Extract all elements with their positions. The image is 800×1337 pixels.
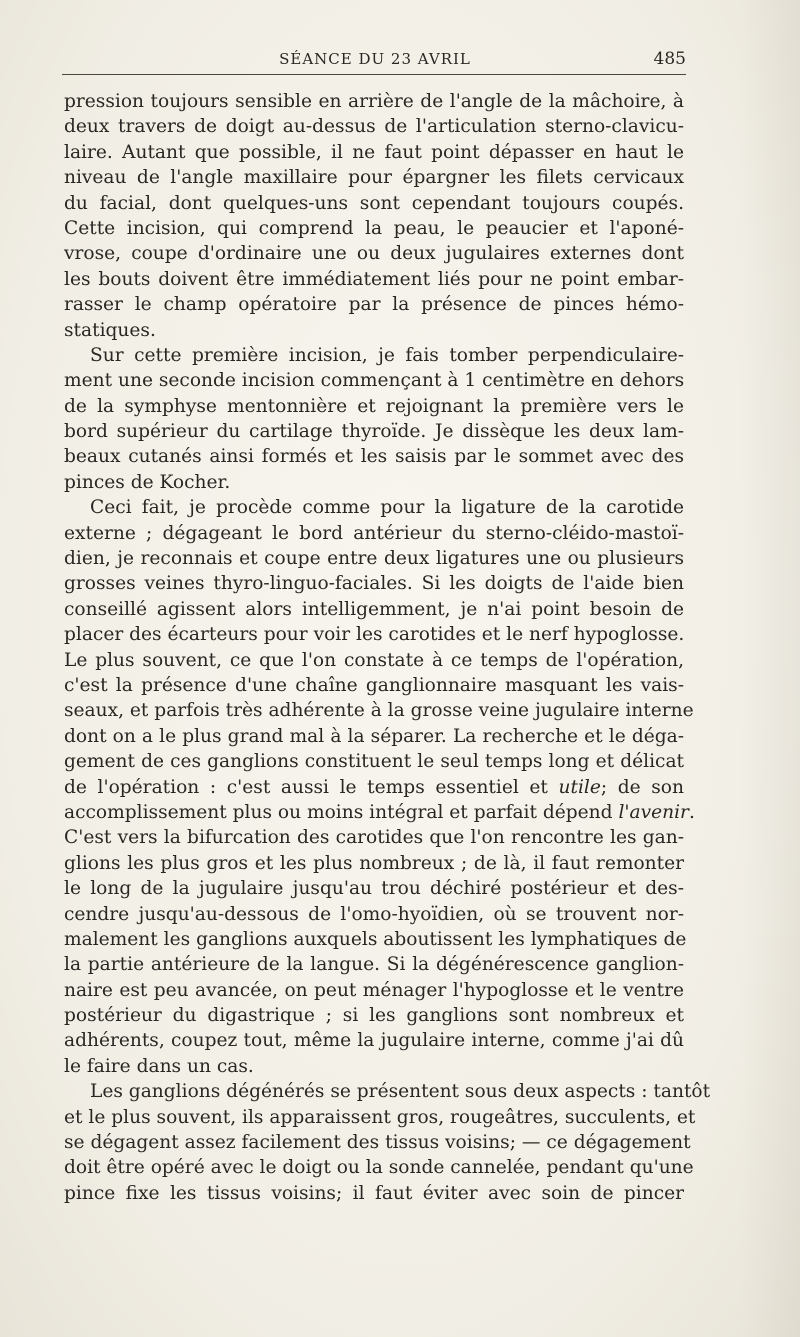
text-line: doit être opéré avec le doigt ou la sonde cannelée, pendant qu'une xyxy=(64,1157,694,1179)
text-line: glions les plus gros et les plus nombreux ; de là, il faut remonter xyxy=(64,852,684,874)
text-line: beaux cutanés ainsi formés et les saisis par le sommet avec des xyxy=(64,446,684,468)
paragraph-first-line: Sur cette première incision, je fais tomber perpendiculaire- xyxy=(90,344,684,366)
text-line: pinces de Kocher. xyxy=(64,471,231,493)
text-line: placer des écarteurs pour voir les carotides et le nerf hypoglosse. xyxy=(64,624,685,646)
text-line: malement les ganglions auxquels aboutissent les lymphatiques de xyxy=(64,928,687,950)
paragraph-first-line: Les ganglions dégénérés se présentent sous deux aspects : tantôt xyxy=(90,1081,711,1103)
text-line: se dégagent assez facilement des tissus voisins; — ce dégagement xyxy=(64,1132,691,1154)
text-line: dont on a le plus grand mal à la séparer. La recherche et le déga- xyxy=(64,725,684,747)
page-number: 485 xyxy=(653,49,686,69)
text-line: seaux, et parfois très adhérente à la grosse veine jugulaire interne xyxy=(64,700,694,722)
text-line: deux travers de doigt au-dessus de l'articulation sterno-clavicu- xyxy=(64,116,684,138)
text-line: les bouts doivent être immédiatement liés pour ne point embar- xyxy=(64,268,684,290)
text-line: vrose, coupe d'ordinaire une ou deux jugulaires externes dont xyxy=(64,243,684,265)
text-line: c'est la présence d'une chaîne ganglionnaire masquant les vais- xyxy=(64,674,684,696)
paragraph-first-line: Ceci fait, je procède comme pour la ligature de la carotide xyxy=(90,497,684,519)
text-line-with-italic xyxy=(64,775,684,800)
text-line: cendre jusqu'au-dessous de l'omo-hyoïdien, où se trouvent nor- xyxy=(64,903,684,925)
text-run: . xyxy=(688,801,695,823)
text-run: accomplissement plus ou moins intégral et parfait dépend xyxy=(64,801,619,823)
text-run: ; de son xyxy=(600,776,684,798)
text-line: rasser le champ opératoire par la présence de pinces hémo- xyxy=(64,294,684,316)
text-line: Cette incision, qui comprend la peau, le peaucier et l'aponé- xyxy=(64,217,684,239)
text-line: pression toujours sensible en arrière de l'angle de la mâchoire, à xyxy=(64,91,684,112)
text-line: grosses veines thyro-linguo-faciales. Si les doigts de l'aide bien xyxy=(64,573,684,595)
running-head: SÉANCE DU 23 AVRIL xyxy=(279,50,471,68)
text-line: dien, je reconnais et coupe entre deux ligatures une ou plusieurs xyxy=(64,548,684,570)
italic-word: utile xyxy=(558,776,601,798)
text-line: et le plus souvent, ils apparaissent gros, rougeâtres, succulents, et xyxy=(64,1106,696,1128)
text-line: externe ; dégageant le bord antérieur du sterno-cléido-mastoï- xyxy=(64,522,684,544)
page-header xyxy=(64,48,686,70)
body-text xyxy=(64,89,711,1206)
text-line: Le plus souvent, ce que l'on constate à ce temps de l'opération, xyxy=(64,649,684,671)
text-line: laire. Autant que possible, il ne faut point dépasser en haut le xyxy=(64,141,684,163)
text-line: du facial, dont quelques-uns sont cependant toujours coupés. xyxy=(64,192,684,214)
text-line: bord supérieur du cartilage thyroïde. Je dissèque les deux lam- xyxy=(64,421,684,443)
text-line-with-italic xyxy=(64,800,695,825)
text-line: C'est vers la bifurcation des carotides que l'on rencontre les gan- xyxy=(64,827,684,849)
page-edge-shading xyxy=(740,0,800,1337)
text-line: gement de ces ganglions constituent le seul temps long et délicat xyxy=(64,751,684,773)
text-line: le faire dans un cas. xyxy=(64,1055,254,1077)
text-line: ment une seconde incision commençant à 1 centimètre en dehors xyxy=(64,370,685,392)
text-line: adhérents, coupez tout, même la jugulaire interne, comme j'ai dû xyxy=(64,1030,684,1052)
text-line: postérieur du digastrique ; si les ganglions sont nombreux et xyxy=(64,1005,684,1027)
text-line: la partie antérieure de la langue. Si la dégénérescence ganglion- xyxy=(64,954,684,976)
header-rule xyxy=(62,74,686,75)
italic-word: l'avenir xyxy=(618,801,689,823)
text-line: le long de la jugulaire jusqu'au trou déchiré postérieur et des- xyxy=(64,878,684,900)
text-line: de la symphyse mentonnière et rejoignant la première vers le xyxy=(64,395,684,417)
text-line: niveau de l'angle maxillaire pour épargner les filets cervicaux xyxy=(64,167,684,189)
text-line: statiques. xyxy=(64,319,156,341)
text-line: conseillé agissent alors intelligemment, je n'ai point besoin de xyxy=(64,598,684,620)
text-run: de l'opération : c'est aussi le temps essentiel et xyxy=(64,776,559,798)
text-line: pince fixe les tissus voisins; il faut éviter avec soin de pincer xyxy=(64,1182,684,1204)
text-line: naire est peu avancée, on peut ménager l'hypoglosse et le ventre xyxy=(64,979,684,1001)
